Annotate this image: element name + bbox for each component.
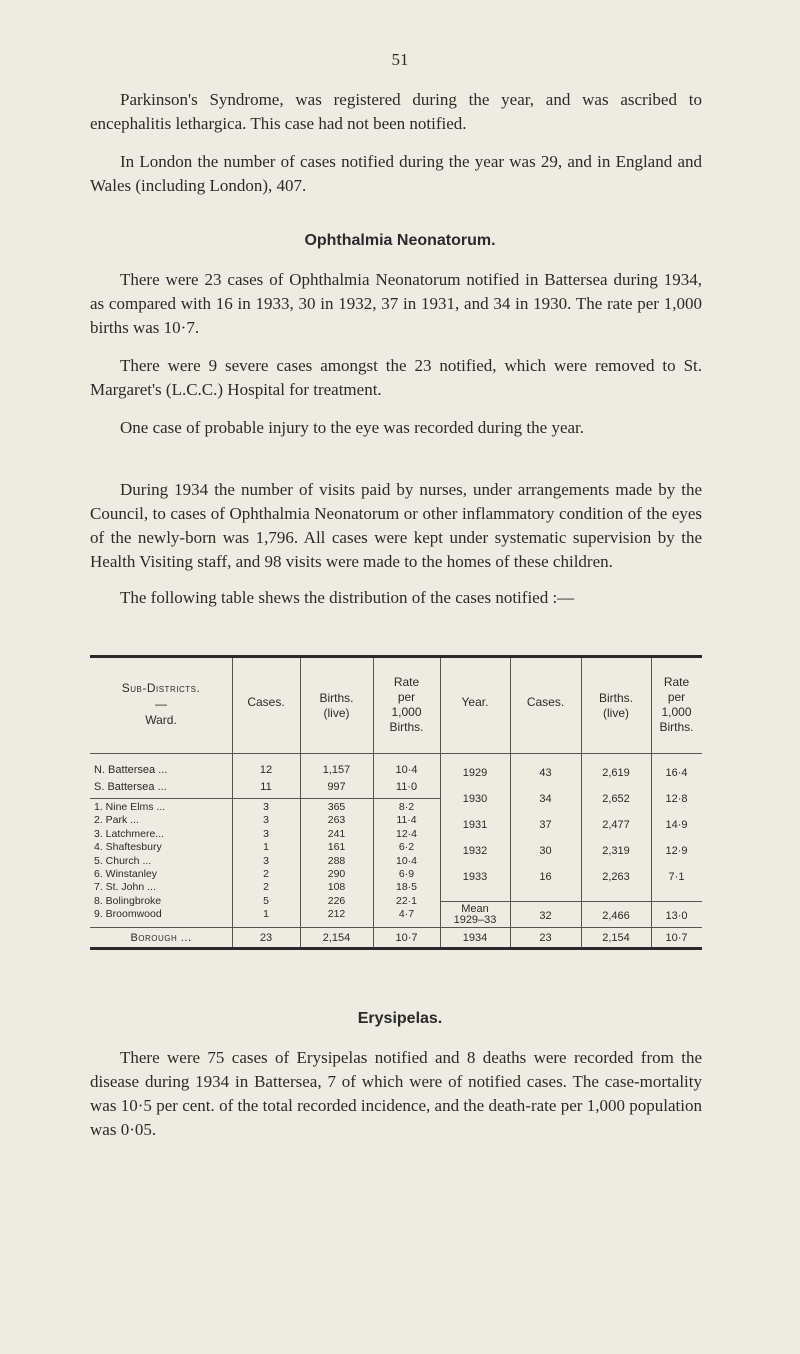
ophthalmia-table: Sub-Districts. — Ward. Cases. Births. (live) Rate per 1,000 Births. Year. Cases. Births. (live) Rate per 1,000 Births. N. Battersea ... 12 1,157 10·4 S. Battersea ... 11 997 11·0 1. Nine Elms ... 3 365 8·2 2. Park ... 3 263 11·4 3. Latchmere... 3 241 12·4 4. Shaftesbury 1 161 6·2 5. Church ... 3 288 10·4 6. Winstanley 2 290 6·9 7. St. John ... 2 108 18·5 8. Bolingbroke 5 226 22·1 9. Broomwood 1 212 4·7 1929 43 2,619 16·4 1930 34 2,652 12·8 1931 37 2,477 14·9 1932 30 2,319 12·9 1933 16 2,263 7·1 Mean 1929–33 32 2,466 13·0 Borough ... 23 2,154 10·7 1934 23 2,154 10·7 bbox=[90, 655, 702, 950]
header-rate: Rate bbox=[393, 675, 420, 689]
paragraph-parkinsons: Parkinson's Syndrome, was registered during the year, and was ascribed to encephalitis lethargica. This case had not been notified. bbox=[90, 90, 702, 133]
page-number: 51 bbox=[391, 50, 409, 69]
paragraph-ophthalmia-cases: There were 23 cases of Ophthalmia Neonatorum notified in Battersea during 1934, as compared with 16 in 1933, 30 in 1932, 37 in 1931, and 34 in 1930. The rate per 1,000 births was 10·7. bbox=[90, 270, 702, 337]
paragraph-eye-injury: One case of probable injury to the eye was recorded during the year. bbox=[120, 418, 585, 437]
header-year: Year. bbox=[461, 695, 489, 709]
paragraph-erysipelas: There were 75 cases of Erysipelas notified and 8 deaths were recorded from the disease during 1934 in Battersea, 7 of which were of notified cases. The case-mortality was 10·5 per cent. of the total recorded incidence, and the death-rate per 1,000 population was 0·05. bbox=[90, 1048, 702, 1139]
header-cases-2: Cases. bbox=[526, 695, 565, 709]
heading-ophthalmia: Ophthalmia Neonatorum. bbox=[304, 232, 496, 249]
header-rate-2: Rate bbox=[663, 675, 690, 689]
paragraph-nurse-visits: During 1934 the number of visits paid by nurses, under arrangements made by the Council, to cases of Ophthalmia Neonatorum or other inflammatory condition of the eyes of the newly-born was 1,796. All cases were kept under systematic supervision by the Health Visiting staff, and 98 visits were made to the homes of these children. bbox=[90, 480, 702, 571]
table-bottom-rule bbox=[90, 947, 702, 950]
paragraph-severe-cases: There were 9 severe cases amongst the 23 notified, which were removed to St. Margaret's (L.C.C.) Hospital for treatment. bbox=[90, 356, 702, 399]
header-ward: Ward. bbox=[145, 713, 177, 727]
heading-erysipelas: Erysipelas. bbox=[357, 1010, 443, 1027]
paragraph-london-cases: In London the number of cases notified during the year was 29, and in England and Wales (including London), 407. bbox=[90, 152, 702, 195]
header-cases: Cases. bbox=[247, 695, 285, 709]
table-top-rule bbox=[90, 655, 702, 658]
header-births: Births. bbox=[319, 691, 354, 705]
paragraph-table-intro: The following table shews the distribution of the cases notified :— bbox=[120, 588, 575, 607]
header-sub-districts: Sub-Districts. bbox=[121, 681, 201, 695]
header-births-2: Births. bbox=[598, 691, 633, 705]
